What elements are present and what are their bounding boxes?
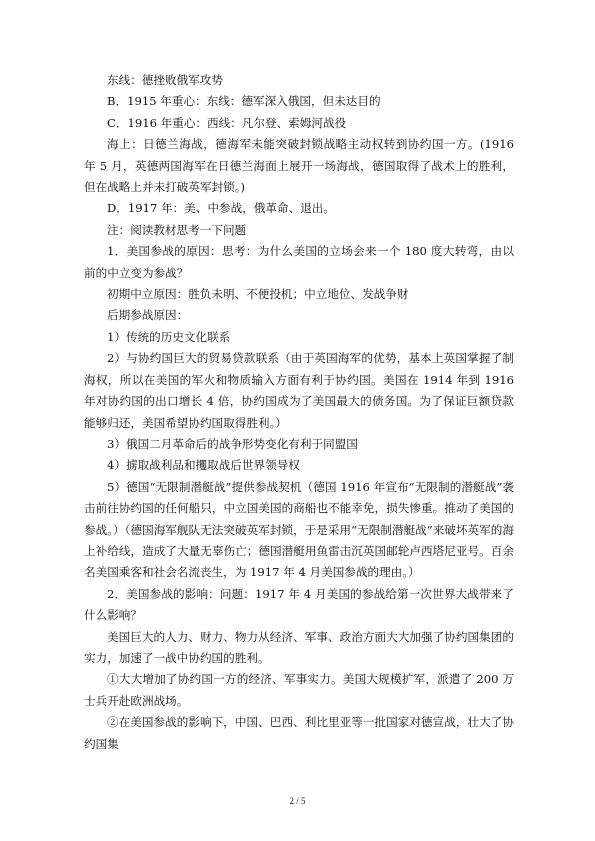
paragraph-1916: C．1916 年重心：西线：凡尔登、索姆河战役 (107, 115, 347, 130)
paragraph-impact-question: 2．美国参战的影响：问题：1917 年 4 月美国的参战给第一次世界大战带来了什么影响？ (84, 586, 514, 623)
paragraph-early-neutrality: 初期中立原因：胜负未明、不便投机；中立地位、发战争财 (107, 287, 409, 302)
paragraph-reason-4: 4）掳取战利品和攫取战后世界领导权 (107, 458, 300, 473)
paragraph-later-reasons: 后期参战原因： (107, 308, 189, 323)
paragraph-1915: B．1915 年重心：东线：德军深入俄国，但未达目的 (107, 94, 381, 109)
paragraph-1917: D．1917 年：美、中参战，俄革命、退出。 (107, 201, 335, 216)
page-body (84, 70, 514, 755)
page-number: 2 / 5 (289, 796, 306, 806)
paragraph-reason-2: 2）与协约国巨大的贸易贷款联系（由于英国海军的优势，基本上英国掌握了制海权，所以在美国的军火和物质输入方面有利于协约国。美国在 1914 年到 1916 年对协约国的出口增长 4 倍，协约国成为了美国最大的债务国。为了保证巨额贷款能够归还，美国希望协约国取得胜利。） (84, 351, 514, 430)
paragraph-east-front: 东线：德挫败俄军攻势 (107, 73, 223, 87)
paragraph-note: 注：阅读教材思考一下问题 (107, 222, 247, 237)
paragraph-impact-1: ①大大增加了协约国一方的经济、军事实力。美国大规模扩军，派遣了 200 万士兵开赴欧洲战场。 (84, 672, 514, 708)
paragraph-jutland: 海上：日德兰海战，德海军未能突破封锁战略主动权转到协约国一方。(1916 年 5 月，英德两国海军在日德兰海面上展开一场海战，德国取得了战术上的胜利，但在战略上并未打破英军封锁。) (84, 137, 514, 195)
paragraph-reason-3: 3）俄国二月革命后的战争形势变化有利于同盟国 (107, 436, 358, 451)
paragraph-impact-2: ②在美国参战的影响下，中国、巴西、利比里亚等一批国家对德宣战，壮大了协约国集 (84, 715, 514, 751)
paragraph-impact-summary: 美国巨大的人力、财力、物力从经济、军事、政治方面大大加强了协约国集团的实力，加速了一战中协约国的胜利。 (84, 629, 514, 665)
paragraph-us-entry-question: 1．美国参战的原因：思考：为什么美国的立场会来一个 180 度大转弯，由以前的中立变为参战？ (84, 244, 514, 280)
paragraph-reason-5: 5）德国“无限制潜艇战”提供参战契机（德国 1916 年宣布“无限制的潜艇战”袭击前往协约国的任何船只，中立国美国的商船也不能幸免，损失惨重。推动了美国的参战。）（德国海军舰队无法突破英军封锁，于是采用“无限制潜艇战”来破坏英军的海上补给线，造成了大量无辜伤亡；德国潜艇用鱼雷击沉英国邮轮卢西塔尼亚号。百余名美国乘客和社会名流丧生，为 1917 年 4 月美国参战的理由。） (84, 479, 514, 580)
paragraph-reason-1: 1）传统的历史文化联系 (107, 329, 231, 344)
